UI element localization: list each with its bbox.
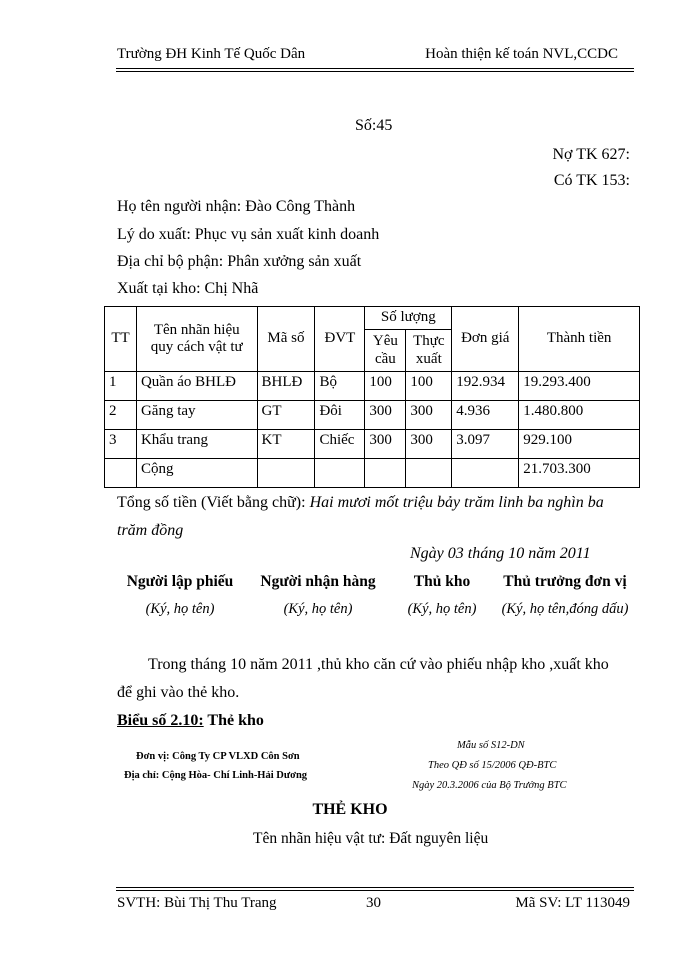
recipient-line: Họ tên người nhận: Đào Công Thành — [117, 198, 356, 215]
col-amount: Thành tiền — [519, 307, 640, 372]
cell-tt: 1 — [105, 372, 137, 401]
stock-card-decision-date: Ngày 20.3.2006 của Bộ Trưởng BTC — [412, 780, 567, 791]
warehouse-line: Xuất tại kho: Chị Nhã — [117, 280, 259, 297]
table-row — [105, 430, 640, 459]
cell-code: KT — [257, 430, 315, 459]
cell-unit: Đôi — [315, 401, 365, 430]
footer-student-id: Mã SV: LT 113049 — [515, 895, 630, 911]
words-value-l1: Hai mươi mốt triệu bảy trăm linh ba nghìn ba — [309, 494, 604, 511]
credit-account: Có TK 153: — [553, 172, 630, 189]
figure-title: Thẻ kho — [207, 712, 264, 729]
signature-title: Người nhận hàng — [260, 573, 376, 590]
signature-director — [490, 573, 640, 618]
issue-date: Ngày 03 tháng 10 năm 2011 — [410, 545, 591, 562]
cell-actual: 300 — [406, 401, 452, 430]
table-row — [105, 372, 640, 401]
col-name — [136, 307, 257, 372]
col-price: Đơn giá — [452, 307, 519, 372]
signature-recipient — [248, 573, 388, 618]
signature-hint: (Ký, họ tên) — [407, 601, 477, 617]
col-tt: TT — [105, 307, 137, 372]
signature-title: Thủ trưởng đơn vị — [503, 573, 627, 590]
cell-tt: 2 — [105, 401, 137, 430]
cell-code: GT — [257, 401, 315, 430]
header-school: Trường ĐH Kinh Tế Quốc Dân — [117, 46, 306, 62]
cell-price: 3.097 — [452, 430, 519, 459]
stock-card-form: Mẫu số S12-DN — [457, 740, 525, 751]
cell-name: Khẩu trang — [136, 430, 257, 459]
col-requested — [365, 330, 406, 372]
stock-card-unit: Đơn vị: Công Ty CP VLXD Côn Sơn — [136, 751, 300, 762]
header-rule — [116, 68, 634, 69]
cell-actual: 100 — [406, 372, 452, 401]
stock-card-address: Địa chỉ: Cộng Hòa- Chí Linh-Hải Dương — [124, 770, 308, 781]
figure-number: Biểu số 2.10: — [117, 712, 204, 729]
table-total-row — [105, 459, 640, 488]
cell-code: BHLĐ — [257, 372, 315, 401]
col-name-l2: quy cách vật tư — [150, 339, 243, 355]
signature-preparer — [110, 573, 250, 618]
col-actual — [406, 330, 452, 372]
department-line: Địa chỉ bộ phận: Phân xưởng sản xuất — [117, 253, 362, 270]
debit-account: Nợ TK 627: — [552, 146, 630, 163]
total-amount: 21.703.300 — [519, 459, 640, 488]
cell-price: 4.936 — [452, 401, 519, 430]
header-rule-thin — [116, 71, 634, 72]
figure-caption — [117, 712, 264, 730]
signature-hint: (Ký, họ tên) — [145, 601, 215, 617]
cell-name: Găng tay — [136, 401, 257, 430]
cell-amount: 1.480.800 — [519, 401, 640, 430]
signature-storekeeper — [392, 573, 492, 618]
footer-rule — [116, 890, 634, 891]
issue-slip-table — [104, 306, 640, 488]
table-row — [105, 401, 640, 430]
reason-line: Lý do xuất: Phục vụ sản xuất kinh doanh — [117, 226, 380, 243]
col-code: Mã số — [257, 307, 315, 372]
paragraph-line-2: để ghi vào thẻ kho. — [117, 684, 240, 701]
stock-card-material: Tên nhãn hiệu vật tư: Đất nguyên liệu — [253, 830, 489, 847]
footer-rule-thin — [116, 887, 634, 888]
col-name-l1: Tên nhãn hiệu — [153, 321, 240, 338]
stock-card-decision: Theo QĐ số 15/2006 QĐ-BTC — [428, 760, 557, 771]
paragraph-line-1: Trong tháng 10 năm 2011 ,thủ kho căn cứ vào phiếu nhập kho ,xuất kho — [148, 656, 609, 673]
signature-title: Người lập phiếu — [126, 573, 234, 590]
cell-requested: 100 — [365, 372, 406, 401]
col-requested-l2: cầu — [374, 350, 396, 367]
total-label: Cộng — [136, 459, 257, 488]
cell-tt: 3 — [105, 430, 137, 459]
cell-price: 192.934 — [452, 372, 519, 401]
signature-hint: (Ký, họ tên) — [283, 601, 353, 617]
page-number: 30 — [366, 895, 381, 911]
table-header-row — [105, 307, 640, 330]
cell-unit: Chiếc — [315, 430, 365, 459]
col-actual-l1: Thực — [413, 333, 445, 350]
cell-name: Quần áo BHLĐ — [136, 372, 257, 401]
voucher-number: Số:45 — [355, 117, 393, 134]
cell-unit: Bộ — [315, 372, 365, 401]
words-value-l2: trăm đồng — [117, 522, 184, 539]
cell-amount: 19.293.400 — [519, 372, 640, 401]
footer-student: SVTH: Bùi Thị Thu Trang — [117, 895, 277, 911]
cell-requested: 300 — [365, 401, 406, 430]
stock-card-title: THẺ KHO — [312, 801, 388, 818]
signature-title: Thủ kho — [413, 573, 471, 590]
cell-actual: 300 — [406, 430, 452, 459]
col-actual-l2: xuất — [415, 350, 442, 367]
cell-requested: 300 — [365, 430, 406, 459]
header-topic: Hoàn thiện kế toán NVL,CCDC — [425, 46, 618, 62]
col-unit: ĐVT — [315, 307, 365, 372]
words-label: Tổng số tiền (Viết bằng chữ): — [117, 494, 306, 511]
cell-amount: 929.100 — [519, 430, 640, 459]
signature-hint: (Ký, họ tên,đóng dấu) — [501, 601, 629, 617]
amount-in-words — [117, 489, 637, 545]
col-quantity: Số lượng — [365, 307, 452, 330]
col-requested-l1: Yêu — [372, 333, 398, 350]
